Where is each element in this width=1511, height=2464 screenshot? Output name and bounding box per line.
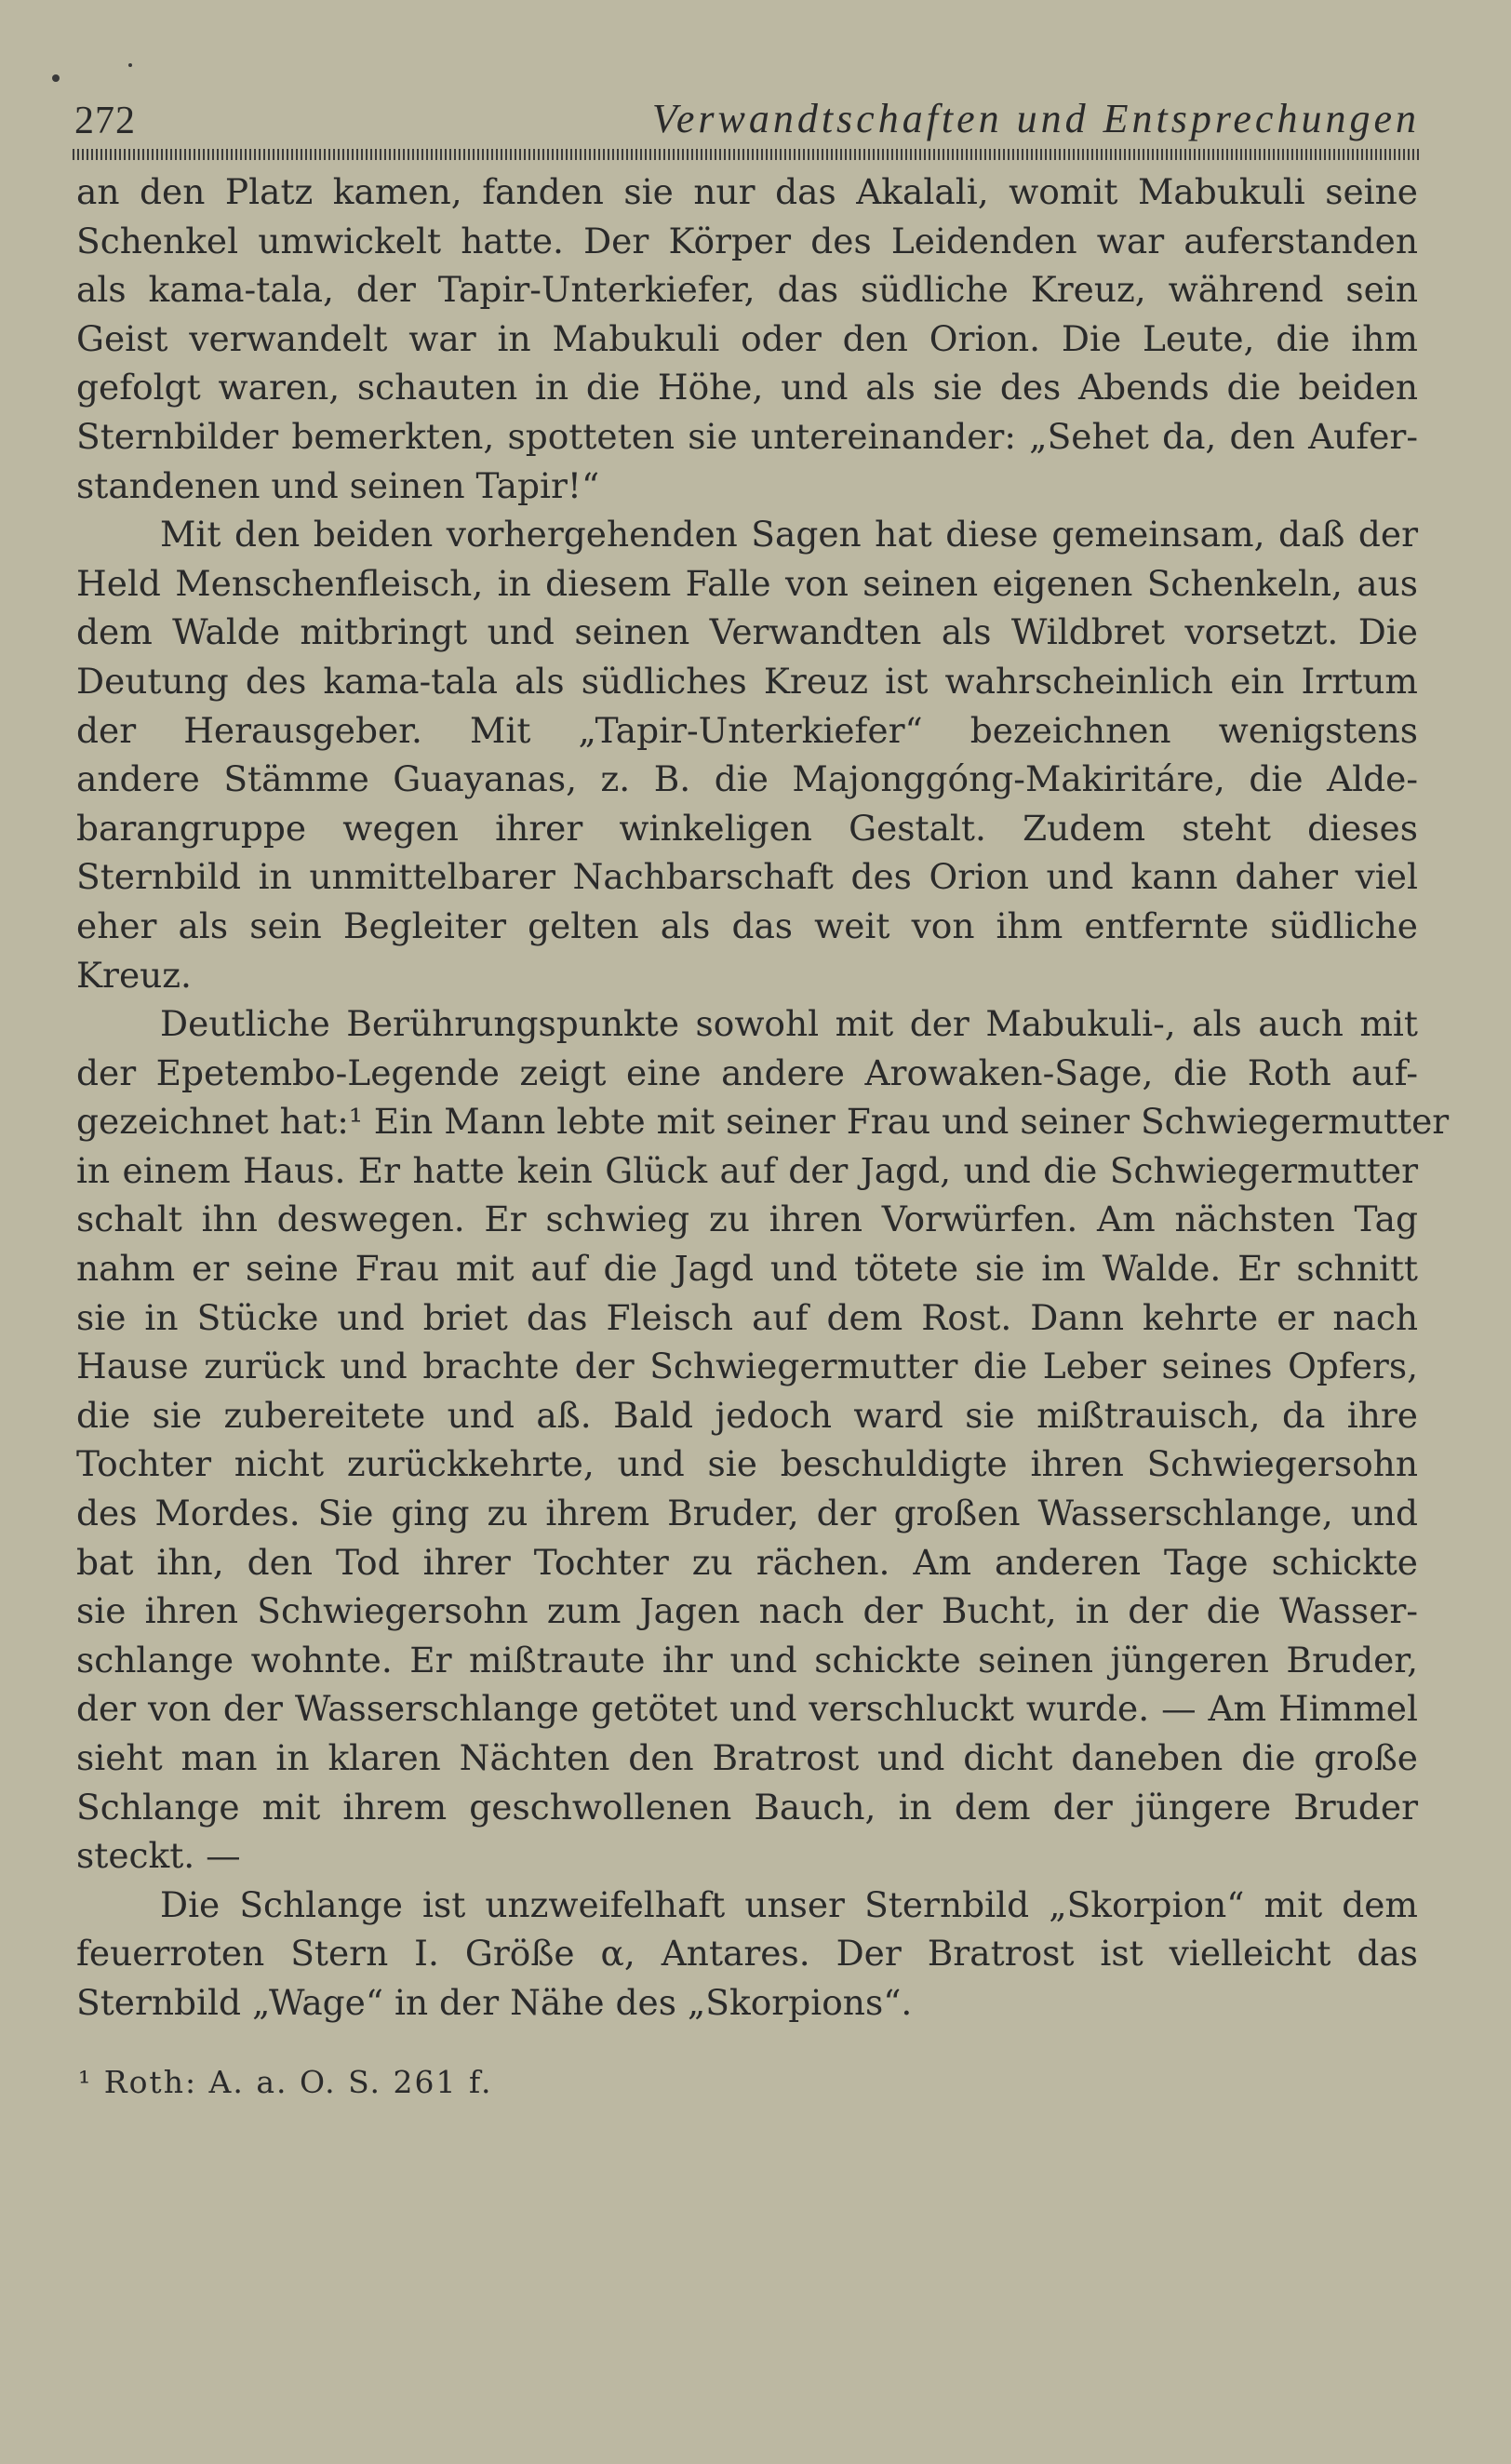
- text-line: sieht man in klaren Nächten den Bratrost und dicht daneben die große: [76, 1737, 1418, 1778]
- text-line: barangruppe wegen ihrer winkeligen Gestalt. Zudem steht dieses: [76, 807, 1418, 849]
- ink-speck: [128, 63, 132, 67]
- paragraph-start-line: Die Schlange ist unzweifelhaft unser Sternbild „Skorpion“ mit dem: [160, 1883, 1418, 1925]
- text-line: feuerroten Stern I. Größe α, Antares. Der Bratrost ist vielleicht das: [76, 1933, 1418, 1975]
- text-line: der Herausgeber. Mit „Tapir-Unterkiefer“ bezeichnen wenigstens: [76, 709, 1418, 751]
- paragraph-start-line: Mit den beiden vorhergehenden Sagen hat diese gemeinsam, daß der: [160, 514, 1418, 556]
- text-line: Schlange mit ihrem geschwollenen Bauch, in dem der jüngere Bruder: [76, 1786, 1418, 1828]
- text-line: gefolgt waren, schauten in die Höhe, und als sie des Abends die beiden: [76, 367, 1418, 408]
- text-line: Geist verwandelt war in Mabukuli oder den Orion. Die Leute, die ihm: [76, 317, 1418, 359]
- text-line: Kreuz.: [76, 954, 192, 996]
- text-line: andere Stämme Guayanas, z. B. die Majonggóng-Makiritáre, die Alde-: [76, 758, 1418, 800]
- text-line: an den Platz kamen, fanden sie nur das Akalali, womit Mabukuli seine: [76, 171, 1418, 212]
- text-line: Sternbilder bemerkten, spotteten sie untereinander: „Sehet da, den Aufer-: [76, 415, 1418, 457]
- body-text: [76, 167, 1450, 2028]
- footnote: ¹ Roth: A. a. O. S. 261 f.: [78, 2064, 493, 2100]
- header-rule: [73, 149, 1420, 160]
- text-line: Held Menschenfleisch, in diesem Falle von seinen eigenen Schenkeln, aus: [76, 562, 1418, 604]
- text-line: bat ihn, den Tod ihrer Tochter zu rächen. Am anderen Tage schickte: [76, 1541, 1418, 1583]
- text-line: des Mordes. Sie ging zu ihrem Bruder, der großen Wasserschlange, und: [76, 1493, 1418, 1534]
- text-line: dem Walde mitbringt und seinen Verwandten als Wildbret vorsetzt. Die: [76, 611, 1418, 653]
- text-line: standenen und seinen Tapir!“: [76, 464, 600, 506]
- text-line: der von der Wasserschlange getötet und verschluckt wurde. — Am Himmel: [76, 1688, 1418, 1730]
- ink-speck: [52, 74, 60, 82]
- text-line: die sie zubereitete und aß. Bald jedoch ward sie mißtrauisch, da ihre: [76, 1394, 1418, 1436]
- text-line: Sternbild in unmittelbarer Nachbarschaft des Orion und kann daher viel: [76, 856, 1418, 898]
- text-line: in einem Haus. Er hatte kein Glück auf der Jagd, und die Schwiegermutter: [76, 1149, 1418, 1191]
- text-line: gezeichnet hat:¹ Ein Mann lebte mit seiner Frau und seiner Schwiegermutter: [76, 1101, 1450, 1143]
- text-line: nahm er seine Frau mit auf die Jagd und tötete sie im Walde. Er schnitt: [76, 1248, 1418, 1290]
- text-line: der Epetembo-Legende zeigt eine andere Arowaken-Sage, die Roth auf-: [76, 1051, 1418, 1093]
- running-title: Verwandtschaften und Entsprechungen: [651, 96, 1420, 141]
- text-line: schlange wohnte. Er mißtraute ihr und schickte seinen jüngeren Bruder,: [76, 1639, 1418, 1681]
- text-line: eher als sein Begleiter gelten als das weit von ihm entfernte südliche: [76, 904, 1418, 946]
- text-line: schalt ihn deswegen. Er schwieg zu ihren Vorwürfen. Am nächsten Tag: [76, 1199, 1418, 1240]
- text-line: sie ihren Schwiegersohn zum Jagen nach der Bucht, in der die Wasser-: [76, 1590, 1418, 1632]
- paragraph-start-line: Deutliche Berührungspunkte sowohl mit der Mabukuli-, als auch mit: [160, 1003, 1418, 1045]
- text-line: Sternbild „Wage“ in der Nähe des „Skorpions“.: [76, 1981, 913, 2023]
- page-header: [74, 91, 1420, 147]
- text-line: Hause zurück und brachte der Schwiegermutter die Leber seines Opfers,: [76, 1346, 1418, 1387]
- page-number: 272: [74, 100, 136, 142]
- text-line: Tochter nicht zurückkehrte, und sie beschuldigte ihren Schwiegersohn: [76, 1443, 1418, 1485]
- text-line: steckt. —: [76, 1835, 241, 1877]
- text-line: Schenkel umwickelt hatte. Der Körper des Leidenden war auferstanden: [76, 220, 1418, 261]
- text-line: sie in Stücke und briet das Fleisch auf dem Rost. Dann kehrte er nach: [76, 1296, 1418, 1338]
- text-line: Deutung des kama-tala als südliches Kreuz ist wahrscheinlich ein Irrtum: [76, 660, 1418, 702]
- text-line: als kama-tala, der Tapir-Unterkiefer, das südliche Kreuz, während sein: [76, 269, 1418, 311]
